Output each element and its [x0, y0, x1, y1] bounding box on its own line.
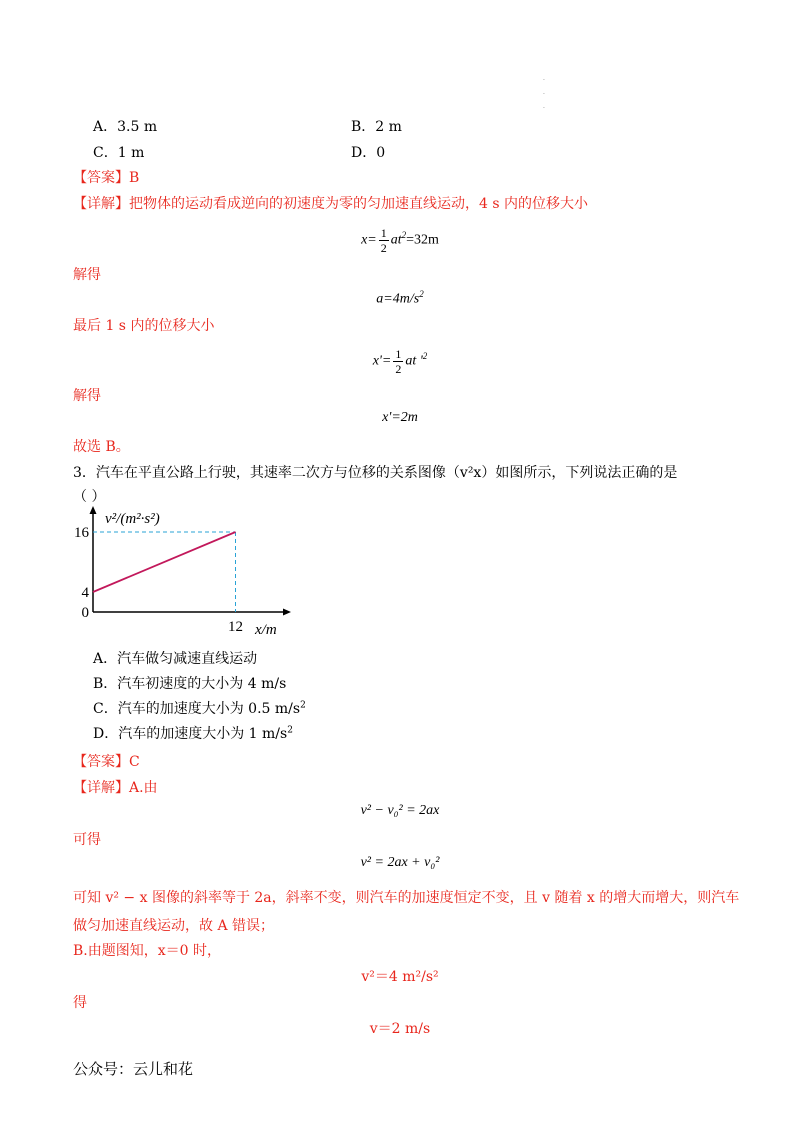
y-axis-arrow — [90, 506, 97, 514]
detail-q2: 【详解】把物体的运动看成逆向的初速度为零的匀加速直线运动，4 s 内的位移大小 — [73, 196, 588, 212]
equation-result: x'=2m — [382, 410, 418, 425]
y-axis-label: v²/(m²·s²) — [105, 511, 160, 527]
option-c-q2: C．1 m — [93, 145, 145, 161]
solve-label-2: 解得 — [73, 388, 101, 404]
equation-initial-v: v＝2 m/s — [369, 1021, 431, 1037]
series-line — [93, 532, 236, 592]
option-a-q3: A．汽车做匀减速直线运动 — [93, 651, 258, 667]
answer-q3: 【答案】C — [73, 754, 140, 770]
explanation-line-1: 可知 v² − x 图像的斜率等于 2a，斜率不变，则汽车的加速度恒定不变，且 v 随着 x 的增大而增大，则汽车 — [73, 890, 740, 906]
last-second-label: 最后 1 s 内的位移大小 — [73, 318, 215, 334]
y-tick-label: 16 — [74, 525, 89, 541]
option-d-q2: D．0 — [351, 145, 386, 161]
equation-last-second: x'= $\frac{1}{2}$ at '$^2$ — [372, 347, 428, 376]
equation-kinematics: v² − v₀² = 2ax — [360, 803, 440, 818]
equation-rearranged: v² = 2ax + v₀² — [360, 855, 440, 870]
option-c-q3: C．汽车的加速度大小为 0.5 $m/s^2$ — [93, 700, 306, 717]
option-b-q3: B．汽车初速度的大小为 4 m/s — [93, 676, 287, 692]
detail-q3: 【详解】A.由 — [73, 780, 158, 796]
x-axis-label: x/m — [255, 622, 277, 638]
option-d-q3: D．汽车的加速度大小为 1 $m/s^2$ — [93, 725, 293, 742]
solve-label-3: 可得 — [73, 832, 101, 848]
y-tick-label: 0 — [81, 605, 89, 621]
x-tick-label: 12 — [228, 619, 243, 635]
explanation-line-2: 做匀加速直线运动，故 A 错误； — [73, 918, 275, 934]
corner-dots: . . . — [543, 75, 545, 110]
choose-label: 故选 B。 — [73, 439, 130, 455]
solve-label-1: 解得 — [73, 267, 101, 283]
x-axis-arrow — [283, 609, 291, 616]
v2-x-graph — [73, 506, 313, 641]
option-a-q2: A．3.5 m — [93, 119, 158, 135]
option-b-q2: B．2 m — [351, 119, 402, 135]
equation-acceleration: $a=4m/s^2$ — [376, 289, 424, 307]
question-3: 3．汽车在平直公路上行驶，其速率二次方与位移的关系图像（v²x）如图所示，下列说法正确的是 — [73, 465, 678, 481]
equation-displacement: x= $\frac{1}{2}$ $at^2=32m$ — [361, 226, 439, 255]
answer-q2: 【答案】B — [73, 170, 140, 186]
solve-label-4: 得 — [73, 995, 87, 1011]
explanation-b-intro: B.由题图知，x＝0 时， — [73, 943, 221, 959]
answer-bracket: （ ） — [73, 489, 106, 505]
equation-initial-v2: v²＝4 m²/s² — [361, 969, 439, 985]
y-tick-label: 4 — [81, 585, 89, 601]
footer-wechat: 公众号：云儿和花 — [73, 1060, 194, 1078]
